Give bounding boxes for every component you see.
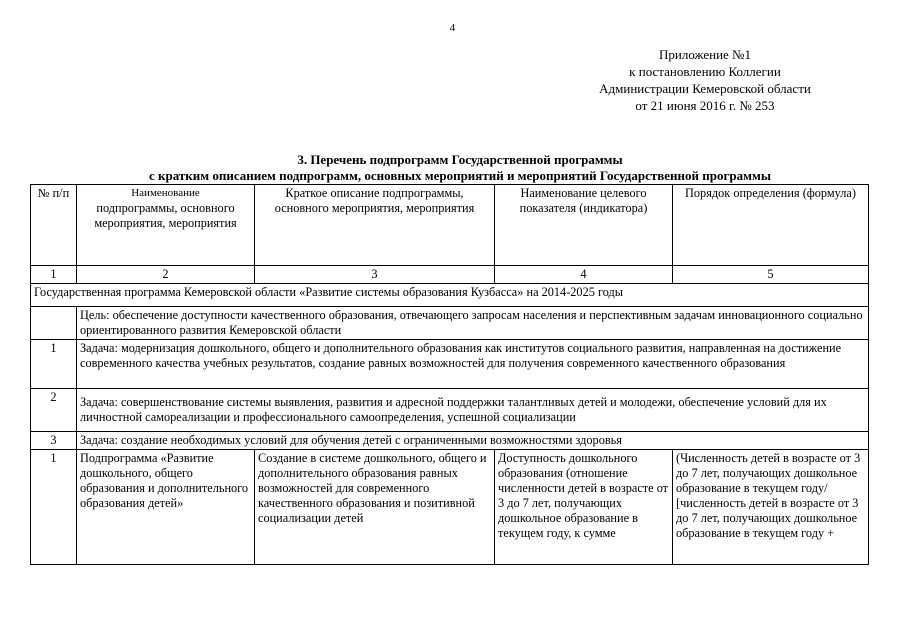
task-text: Задача: создание необходимых условий для обучения детей с ограниченными возможностями здоровья [77,432,869,450]
subprogram-row [31,450,869,565]
subprogram-formula: (Численность детей в возрасте от 3 до 7 лет, получающих дошкольное образование в текущем году/ [численность детей в возрасте от 3 до 7 лет, получающих дошкольное образование в текущем году + [673,450,869,565]
subprogram-description: Создание в системе дошкольного, общего и дополнительного образования равных возможностей для современного качественного образования и позитивной социализации детей [255,450,495,565]
appendix-line-4: от 21 июня 2016 г. № 253 [635,98,775,113]
program-title: Государственная программа Кемеровской области «Развитие системы образования Кузбасса» на 2014-2025 годы [31,284,869,307]
appendix-line-2: к постановлению Коллегии [629,64,781,79]
goal-number [31,307,77,340]
table-header-row [31,185,869,266]
goal-row [31,307,869,340]
column-number: 1 [31,266,77,284]
column-number: 4 [495,266,673,284]
header-name [77,185,255,266]
task-row [31,389,869,432]
header-number: № п/п [31,185,77,266]
task-row [31,340,869,389]
header-name-rest: подпрограммы, основного мероприятия, мероприятия [94,201,237,230]
appendix-line-1: Приложение №1 [659,47,751,62]
header-name-top: Наименование [131,187,200,199]
header-indicator: Наименование целевого показателя (индикатора) [495,185,673,266]
subprogram-name: Подпрограмма «Развитие дошкольного, общего образования и дополнительного образования детей» [77,450,255,565]
task-number: 1 [31,340,77,389]
appendix-line-3: Администрации Кемеровской области [599,81,811,96]
title-line-2: с кратким описанием подпрограмм, основных мероприятий и мероприятий Государственной программы [148,168,771,183]
column-number: 5 [673,266,869,284]
task-number: 2 [31,389,77,432]
goal-text: Цель: обеспечение доступности качественного образования, отвечающего запросам населения и перспективным задачам инновационного социально ориентированного развития Кемеровской области [77,307,869,340]
column-number: 2 [77,266,255,284]
task-text: Задача: совершенствование системы выявления, развития и адресной поддержки талантливых детей и молодежи, обеспечение условий для их личностной самореализации и профессионального самоопределения, успешной социализации [77,389,869,432]
title-line-1: 3. Перечень подпрограмм Государственной программы [297,152,623,167]
task-number: 3 [31,432,77,450]
task-text: Задача: модернизация дошкольного, общего и дополнительного образования как институтов социального развития, направленная на достижение современного качества учебных результатов, создание равных возможностей для получения современного качественного образования [77,340,869,389]
program-row [31,284,869,307]
subprogram-indicator: Доступность дошкольного образования (отношение численности детей в возрасте от 3 до 7 лет, получающих дошкольное образование в текущем году, к сумме [495,450,673,565]
task-row [31,432,869,450]
subprograms-table [30,184,869,565]
header-description: Краткое описание подпрограммы, основного мероприятия, мероприятия [255,185,495,266]
document-title [30,152,890,184]
subprogram-number: 1 [31,450,77,565]
column-numbers-row [31,266,869,284]
column-number: 3 [255,266,495,284]
appendix-block [560,46,850,114]
page-number: 4 [449,22,456,34]
header-formula: Порядок определения (формула) [673,185,869,266]
